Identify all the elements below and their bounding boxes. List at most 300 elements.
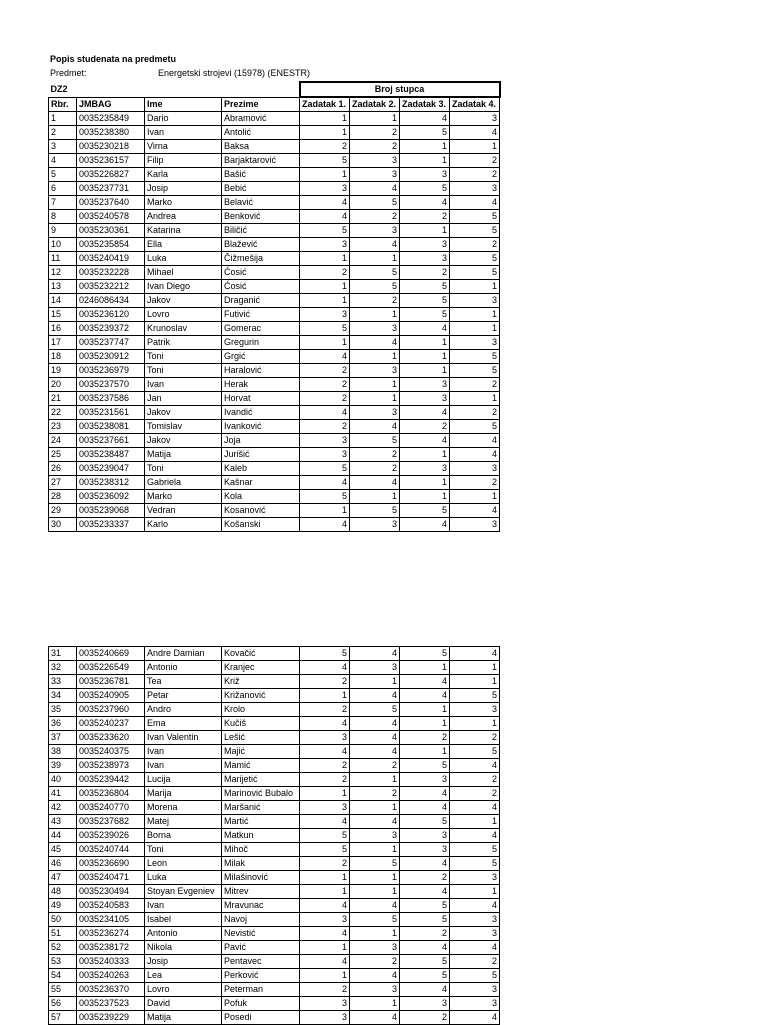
table-cell: 2 xyxy=(400,731,450,745)
table-cell: 0035236370 xyxy=(77,983,145,997)
table-row xyxy=(49,210,500,224)
table-row xyxy=(49,885,500,899)
table-cell: 3 xyxy=(400,843,450,857)
table-cell: 1 xyxy=(350,308,400,322)
table-cell: 1 xyxy=(450,885,500,899)
table-cell: Petar xyxy=(145,689,222,703)
table-cell: Majić xyxy=(222,745,300,759)
table-cell: Futivić xyxy=(222,308,300,322)
table-cell: 5 xyxy=(450,266,500,280)
table-cell: 43 xyxy=(49,815,77,829)
table-cell: 2 xyxy=(450,955,500,969)
table-cell: 3 xyxy=(350,941,400,955)
table-cell: Posedi xyxy=(222,1011,300,1025)
table-cell: 1 xyxy=(350,378,400,392)
table-cell: 0035237570 xyxy=(77,378,145,392)
table-cell: 10 xyxy=(49,238,77,252)
table-cell: 15 xyxy=(49,308,77,322)
table-cell: 4 xyxy=(300,406,350,420)
table-cell: Ivan xyxy=(145,759,222,773)
table-cell: 0035239026 xyxy=(77,829,145,843)
table-cell: Andro xyxy=(145,703,222,717)
table-cell: 4 xyxy=(300,210,350,224)
table-row xyxy=(49,140,500,154)
table-cell: Pofuk xyxy=(222,997,300,1011)
table-cell: 5 xyxy=(450,252,500,266)
table-cell: 0035230218 xyxy=(77,140,145,154)
table-cell: Lovro xyxy=(145,983,222,997)
table-cell: 2 xyxy=(350,787,400,801)
table-cell: Jakov xyxy=(145,294,222,308)
table-cell: 0246086434 xyxy=(77,294,145,308)
table-cell: 4 xyxy=(400,689,450,703)
table-cell: 5 xyxy=(300,647,350,661)
table-cell: 2 xyxy=(350,210,400,224)
table-cell: 44 xyxy=(49,829,77,843)
table-cell: Milašinović xyxy=(222,871,300,885)
table-cell: Ćosić xyxy=(222,266,300,280)
table-cell: 5 xyxy=(400,969,450,983)
table-row xyxy=(49,294,500,308)
table-cell: 1 xyxy=(400,224,450,238)
col-header-jmbag: JMBAG xyxy=(77,97,145,112)
table-cell: 1 xyxy=(350,885,400,899)
table-row xyxy=(49,266,500,280)
table-row xyxy=(49,112,500,126)
table-cell: Gabriela xyxy=(145,476,222,490)
table-cell: 2 xyxy=(300,140,350,154)
table-row xyxy=(49,504,500,518)
table-cell: 3 xyxy=(350,518,400,532)
table-cell: 3 xyxy=(450,112,500,126)
table-cell: 3 xyxy=(350,661,400,675)
table-cell: 5 xyxy=(300,154,350,168)
table-cell: Draganić xyxy=(222,294,300,308)
table-cell: 0035226549 xyxy=(77,661,145,675)
table-cell: 4 xyxy=(400,787,450,801)
table-cell: 3 xyxy=(450,997,500,1011)
table-cell: 0035239372 xyxy=(77,322,145,336)
table-row xyxy=(49,857,500,871)
table-cell: 1 xyxy=(450,280,500,294)
table-cell: 2 xyxy=(350,294,400,308)
table-cell: 34 xyxy=(49,689,77,703)
table-cell: 2 xyxy=(300,378,350,392)
table-row xyxy=(49,448,500,462)
table-cell: 0035239068 xyxy=(77,504,145,518)
table-cell: Košanski xyxy=(222,518,300,532)
table-cell: Matkun xyxy=(222,829,300,843)
table-cell: Gomerac xyxy=(222,322,300,336)
table-cell: 0035237640 xyxy=(77,196,145,210)
table-cell: 24 xyxy=(49,434,77,448)
table-cell: Kosanović xyxy=(222,504,300,518)
table-cell: Matej xyxy=(145,815,222,829)
table-cell: 4 xyxy=(350,689,400,703)
table-cell: 3 xyxy=(400,462,450,476)
col-header-zadatak-1: Zadatak 1. xyxy=(300,97,350,112)
table-cell: 4 xyxy=(450,504,500,518)
table-cell: 46 xyxy=(49,857,77,871)
table-cell: 2 xyxy=(300,759,350,773)
table-cell: Barjaktarović xyxy=(222,154,300,168)
table-cell: Karla xyxy=(145,168,222,182)
table-row xyxy=(49,815,500,829)
table-cell: 6 xyxy=(49,182,77,196)
table-cell: 4 xyxy=(350,731,400,745)
table-cell: 5 xyxy=(350,434,400,448)
group-header: Broj stupca xyxy=(300,82,500,97)
table-cell: 4 xyxy=(400,941,450,955)
table-cell: 1 xyxy=(450,308,500,322)
table-cell: 2 xyxy=(400,210,450,224)
table-row xyxy=(49,364,500,378)
table-row xyxy=(49,462,500,476)
table-cell: 0035237682 xyxy=(77,815,145,829)
table-cell: Katarina xyxy=(145,224,222,238)
table-cell: 1 xyxy=(350,252,400,266)
table-cell: Marinović Bubalo xyxy=(222,787,300,801)
table-cell: 1 xyxy=(300,168,350,182)
table-cell: 36 xyxy=(49,717,77,731)
table-cell: Kovačić xyxy=(222,647,300,661)
table-cell: 1 xyxy=(300,689,350,703)
table-cell: 2 xyxy=(450,238,500,252)
table-cell: Karlo xyxy=(145,518,222,532)
table-cell: Herak xyxy=(222,378,300,392)
table-cell: 0035226827 xyxy=(77,168,145,182)
table-cell: Kaleb xyxy=(222,462,300,476)
table-cell: Ivan xyxy=(145,899,222,913)
table-cell: Tea xyxy=(145,675,222,689)
table-cell: 4 xyxy=(350,647,400,661)
table-cell: 33 xyxy=(49,675,77,689)
table-cell: 4 xyxy=(350,717,400,731)
table-cell: 1 xyxy=(350,490,400,504)
table-cell: Josip xyxy=(145,955,222,969)
table-cell: 1 xyxy=(450,675,500,689)
table-cell: Lea xyxy=(145,969,222,983)
table-cell: 0035240471 xyxy=(77,871,145,885)
table-cell: 0035230494 xyxy=(77,885,145,899)
table-cell: Ivan Diego xyxy=(145,280,222,294)
table-cell: Leon xyxy=(145,857,222,871)
table-cell: Mamić xyxy=(222,759,300,773)
table-row xyxy=(49,717,500,731)
table-cell: 4 xyxy=(350,420,400,434)
table-row xyxy=(49,518,500,532)
table-cell: 20 xyxy=(49,378,77,392)
table-cell: Kučiš xyxy=(222,717,300,731)
table-row xyxy=(49,1011,500,1025)
table-cell: Josip xyxy=(145,182,222,196)
table-cell: Ivan xyxy=(145,378,222,392)
table-cell: Lešić xyxy=(222,731,300,745)
table-cell: 5 xyxy=(300,490,350,504)
table-cell: 22 xyxy=(49,406,77,420)
table-cell: 2 xyxy=(450,168,500,182)
table-cell: 1 xyxy=(450,661,500,675)
table-row xyxy=(49,392,500,406)
table-row xyxy=(49,280,500,294)
table-cell: Filip xyxy=(145,154,222,168)
table-cell: Pavić xyxy=(222,941,300,955)
table-cell: 0035237661 xyxy=(77,434,145,448)
table-cell: 2 xyxy=(300,266,350,280)
table-cell: 3 xyxy=(300,308,350,322)
table-cell: 2 xyxy=(450,476,500,490)
table-cell: 35 xyxy=(49,703,77,717)
table-cell: 4 xyxy=(300,717,350,731)
table-cell: Antonio xyxy=(145,927,222,941)
table-cell: 3 xyxy=(300,238,350,252)
table-cell: 3 xyxy=(300,1011,350,1025)
table-cell: Antonio xyxy=(145,661,222,675)
table-cell: 37 xyxy=(49,731,77,745)
table-cell: 1 xyxy=(49,112,77,126)
table-cell: Navoj xyxy=(222,913,300,927)
table-cell: 2 xyxy=(450,731,500,745)
table-cell: Perković xyxy=(222,969,300,983)
table-cell: 16 xyxy=(49,322,77,336)
table-cell: 1 xyxy=(400,703,450,717)
table-cell: 12 xyxy=(49,266,77,280)
table-cell: 4 xyxy=(400,801,450,815)
table-cell: 2 xyxy=(350,140,400,154)
table-cell: 1 xyxy=(300,252,350,266)
table-row xyxy=(49,997,500,1011)
table-cell: 5 xyxy=(350,703,400,717)
table-row xyxy=(49,224,500,238)
table-cell: David xyxy=(145,997,222,1011)
table-cell: 0035237960 xyxy=(77,703,145,717)
table-cell: 1 xyxy=(300,126,350,140)
table-cell: 4 xyxy=(450,759,500,773)
table-cell: 0035233337 xyxy=(77,518,145,532)
table-cell: 53 xyxy=(49,955,77,969)
table-cell: 1 xyxy=(350,871,400,885)
table-cell: 30 xyxy=(49,518,77,532)
table-cell: 1 xyxy=(450,322,500,336)
table-cell: 3 xyxy=(300,801,350,815)
table-cell: Jan xyxy=(145,392,222,406)
table-row xyxy=(49,773,500,787)
table-cell: 4 xyxy=(450,899,500,913)
table-cell: 4 xyxy=(450,941,500,955)
table-cell: 4 xyxy=(450,196,500,210)
table-cell: 5 xyxy=(350,913,400,927)
table-cell: Marko xyxy=(145,196,222,210)
table-cell: 1 xyxy=(350,927,400,941)
table-cell: 2 xyxy=(400,266,450,280)
table-cell: 1 xyxy=(400,364,450,378)
table-cell: 3 xyxy=(450,983,500,997)
table-cell: 5 xyxy=(400,815,450,829)
table-cell: Benković xyxy=(222,210,300,224)
table-cell: 29 xyxy=(49,504,77,518)
table-cell: Krolo xyxy=(222,703,300,717)
table-cell: 1 xyxy=(300,504,350,518)
table-row xyxy=(49,476,500,490)
table-row xyxy=(49,406,500,420)
table-cell: 2 xyxy=(450,154,500,168)
table-cell: 52 xyxy=(49,941,77,955)
table-cell: Ivan xyxy=(145,745,222,759)
table-cell: Lovro xyxy=(145,308,222,322)
table-cell: 5 xyxy=(300,224,350,238)
table-cell: 28 xyxy=(49,490,77,504)
table-row xyxy=(49,350,500,364)
table-row xyxy=(49,420,500,434)
table-cell: 4 xyxy=(350,336,400,350)
table-row xyxy=(49,829,500,843)
table-cell: 1 xyxy=(350,112,400,126)
table-cell: Tomislav xyxy=(145,420,222,434)
table-cell: 4 xyxy=(300,927,350,941)
col-header-prezime: Prezime xyxy=(222,97,300,112)
table-cell: 5 xyxy=(400,955,450,969)
table-cell: 1 xyxy=(400,490,450,504)
predmet-label: Predmet: xyxy=(50,68,87,78)
table-cell: 9 xyxy=(49,224,77,238)
table-cell: 4 xyxy=(450,801,500,815)
table-cell: 4 xyxy=(350,476,400,490)
table-cell: 1 xyxy=(450,815,500,829)
table-cell: 0035239442 xyxy=(77,773,145,787)
table-cell: 5 xyxy=(350,266,400,280)
table-row xyxy=(49,745,500,759)
table-cell: 5 xyxy=(400,280,450,294)
table-cell: 32 xyxy=(49,661,77,675)
table-cell: 4 xyxy=(300,476,350,490)
table-cell: 0035240419 xyxy=(77,252,145,266)
table-cell: 0035238380 xyxy=(77,126,145,140)
table-cell: 38 xyxy=(49,745,77,759)
table-cell: Dario xyxy=(145,112,222,126)
table-cell: 2 xyxy=(450,773,500,787)
table-cell: Belavić xyxy=(222,196,300,210)
table-row xyxy=(49,647,500,661)
table-cell: 3 xyxy=(400,252,450,266)
table-cell: 0035238081 xyxy=(77,420,145,434)
table-row xyxy=(49,955,500,969)
table-cell: 47 xyxy=(49,871,77,885)
table-cell: 1 xyxy=(350,350,400,364)
table-cell: Baksa xyxy=(222,140,300,154)
col-header-ime: Ime xyxy=(145,97,222,112)
table-cell: 1 xyxy=(450,392,500,406)
table-cell: 5 xyxy=(450,745,500,759)
table-cell: Matija xyxy=(145,1011,222,1025)
table-cell: 3 xyxy=(400,392,450,406)
table-cell: 26 xyxy=(49,462,77,476)
dz-label: DZ2 xyxy=(50,83,68,94)
table-cell: Horvat xyxy=(222,392,300,406)
table-cell: Grgić xyxy=(222,350,300,364)
table-cell: 2 xyxy=(300,392,350,406)
table-cell: 4 xyxy=(350,182,400,196)
table-cell: 5 xyxy=(400,308,450,322)
table-cell: 0035240578 xyxy=(77,210,145,224)
table-cell: 5 xyxy=(300,829,350,843)
table-cell: 1 xyxy=(300,294,350,308)
table-cell: Ivan Valentin xyxy=(145,731,222,745)
table-cell: 40 xyxy=(49,773,77,787)
table-cell: 4 xyxy=(400,518,450,532)
table-cell: 3 xyxy=(450,182,500,196)
table-cell: 4 xyxy=(400,857,450,871)
table-cell: 1 xyxy=(300,112,350,126)
table-cell: 0035236781 xyxy=(77,675,145,689)
table-row xyxy=(49,801,500,815)
table-row xyxy=(49,871,500,885)
table-cell: 3 xyxy=(350,154,400,168)
table-cell: 0035230912 xyxy=(77,350,145,364)
table-cell: 0035234105 xyxy=(77,913,145,927)
table-cell: 5 xyxy=(400,504,450,518)
table-cell: 1 xyxy=(350,843,400,857)
table-cell: 0035240744 xyxy=(77,843,145,857)
table-cell: 4 xyxy=(450,448,500,462)
table-cell: Jurišić xyxy=(222,448,300,462)
table-cell: 4 xyxy=(300,661,350,675)
table-cell: 2 xyxy=(400,871,450,885)
table-cell: Pentavec xyxy=(222,955,300,969)
table-cell: Toni xyxy=(145,843,222,857)
table-cell: 1 xyxy=(300,871,350,885)
table-cell: Andrea xyxy=(145,210,222,224)
table-cell: 3 xyxy=(400,238,450,252)
table-cell: 0035239047 xyxy=(77,462,145,476)
table-cell: 49 xyxy=(49,899,77,913)
table-cell: Toni xyxy=(145,350,222,364)
table-cell: 0035240583 xyxy=(77,899,145,913)
table-cell: 1 xyxy=(400,476,450,490)
table-cell: 0035238487 xyxy=(77,448,145,462)
table-cell: 1 xyxy=(400,448,450,462)
table-cell: 2 xyxy=(300,983,350,997)
table-cell: 54 xyxy=(49,969,77,983)
table-cell: 4 xyxy=(450,434,500,448)
table-cell: 4 xyxy=(400,983,450,997)
table-cell: 0035236092 xyxy=(77,490,145,504)
table-cell: 3 xyxy=(350,983,400,997)
table-cell: Marko xyxy=(145,490,222,504)
table-cell: 1 xyxy=(400,745,450,759)
table-cell: 2 xyxy=(450,378,500,392)
table-cell: 13 xyxy=(49,280,77,294)
table-cell: 1 xyxy=(350,675,400,689)
table-cell: 1 xyxy=(350,997,400,1011)
table-cell: 1 xyxy=(300,885,350,899)
table-cell: 3 xyxy=(300,434,350,448)
table-cell: 5 xyxy=(400,182,450,196)
table-cell: Matija xyxy=(145,448,222,462)
table-cell: 3 xyxy=(400,829,450,843)
table-cell: Kola xyxy=(222,490,300,504)
table-row xyxy=(49,168,500,182)
table-row xyxy=(49,913,500,927)
table-cell: Andre Damian xyxy=(145,647,222,661)
table-cell: 2 xyxy=(400,1011,450,1025)
table-row xyxy=(49,689,500,703)
table-cell: 2 xyxy=(300,420,350,434)
table-cell: 1 xyxy=(400,661,450,675)
table-cell: 2 xyxy=(450,787,500,801)
table-cell: 4 xyxy=(400,406,450,420)
table-cell: 5 xyxy=(450,843,500,857)
table-cell: Ćosić xyxy=(222,280,300,294)
